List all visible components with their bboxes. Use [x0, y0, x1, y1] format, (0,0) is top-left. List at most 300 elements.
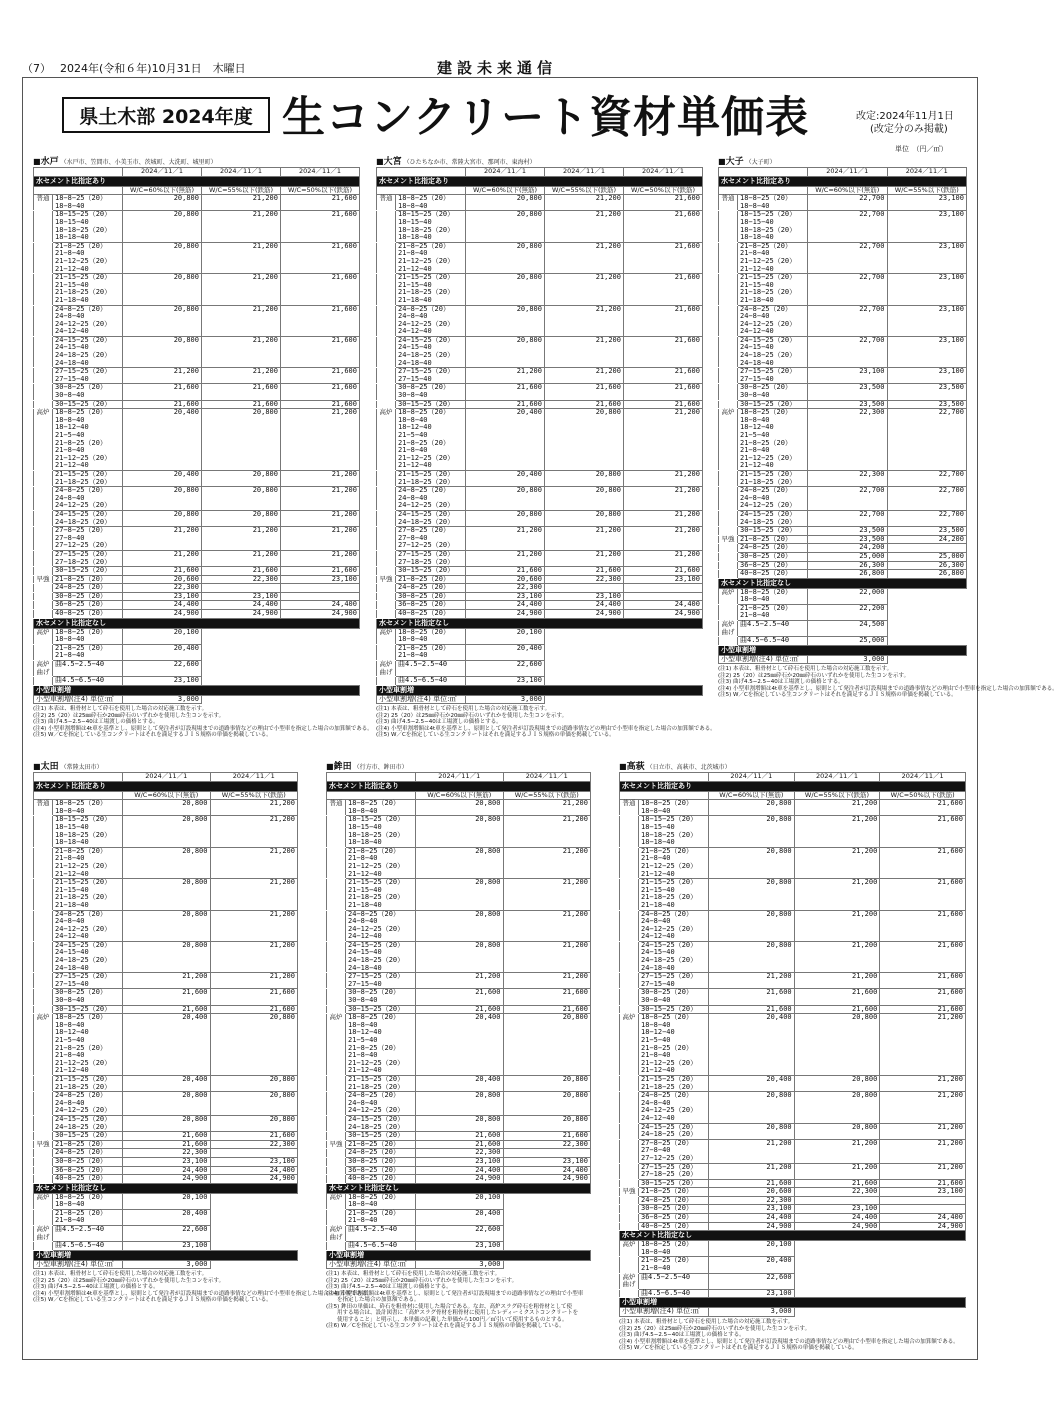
mix-designation: 21−15−25（20） 21−15−40 21−18−25（20） 21−18−40 — [396, 274, 466, 305]
table-row — [377, 368, 703, 384]
price-cell: 20,400 — [416, 1075, 504, 1091]
section-wc-unspecified — [377, 618, 703, 628]
price-cell: 21,600 — [624, 242, 703, 273]
price-cell: 22,300 — [466, 584, 545, 593]
mix-designation: 24−8−25（20） 24−8−40 24−12−25（20） — [346, 1092, 416, 1116]
wc-header: W/C=55%以下(鉄筋) — [794, 791, 880, 800]
issue-date: 2024年(令和６年)10月31日 木曜日 — [60, 62, 246, 75]
category-blast-furnace — [34, 1209, 53, 1225]
category-blast-furnace — [377, 550, 396, 566]
date-header: 2024／11／1 — [709, 773, 795, 782]
table-row — [719, 211, 967, 242]
price-cell: 20,800 — [466, 211, 545, 242]
category-normal — [34, 211, 53, 242]
mix-designation: 30−8−25（20） 30−8−40 — [53, 384, 123, 400]
price-cell: 20,800 — [123, 1115, 211, 1131]
mix-designation: 曲4.5−6.5−40 — [396, 677, 466, 686]
price-cell: 21,200 — [281, 510, 360, 526]
mix-designation: 24−8−25（20） — [53, 584, 123, 593]
newspaper-name: 建設未来通信 — [437, 59, 558, 77]
price-cell: 24,400 — [503, 1166, 591, 1175]
mix-designation: 18−15−25（20） 18−15−40 18−18−25（20） 18−18−40 — [738, 211, 808, 242]
price-cell: 23,500 — [808, 384, 888, 400]
price-cell: 22,700 — [808, 195, 888, 211]
mix-designation: 21−15−25（20） 21−18−25（20） — [639, 1075, 709, 1091]
wc-header: W/C=50%以下(鉄筋) — [281, 186, 360, 195]
mix-designation: 18−8−25（20） 18−8−40 — [639, 1241, 709, 1257]
category-blast-furnace: 高炉 — [719, 588, 738, 604]
table-row — [327, 1157, 591, 1166]
table-row — [719, 368, 967, 384]
price-cell: 21,600 — [210, 1132, 298, 1141]
price-cell: 23,500 — [808, 535, 888, 544]
mix-designation: 27−15−25（20） 27−18−25（20） — [396, 550, 466, 566]
region-mito — [33, 157, 373, 739]
category-high-early: 早強 — [34, 575, 53, 584]
footnote: (注5) W／Cを指定している生コンクリートはそれを満足するＪＩＳ規格の単価を掲載している。 — [376, 732, 615, 739]
small-truck-row — [34, 695, 360, 704]
category-normal — [620, 989, 639, 1005]
section-small-truck-label: 小型車割増 — [34, 685, 360, 695]
section-wc-unspecified-label: 水セメント比指定なし — [620, 1231, 966, 1241]
price-cell: 21,200 — [709, 973, 795, 989]
section-small-truck — [377, 685, 703, 695]
section-small-truck — [34, 685, 360, 695]
price-cell: 23,100 — [880, 1188, 966, 1197]
price-cell: 21,200 — [545, 195, 624, 211]
price-cell: 20,100 — [466, 628, 545, 644]
footnote: (注4) 小型車割増額は4t車を基準とし、原則として発注者が訂設現場までの道路事情などの理由で小型車を指定した場合の加算額である。 — [33, 725, 373, 732]
category-blast-furnace — [327, 1209, 346, 1225]
category-normal — [719, 211, 738, 242]
price-cell: 21,200 — [202, 195, 281, 211]
table-row — [34, 1075, 298, 1091]
price-cell: 21,200 — [794, 879, 880, 910]
price-cell: 21,200 — [210, 879, 298, 910]
price-cell: 23,100 — [466, 677, 545, 686]
price-cell: 20,800 — [416, 800, 504, 816]
mix-designation: 40−8−25（20） — [53, 1175, 123, 1184]
category-high-early — [620, 1205, 639, 1214]
table-row — [34, 973, 298, 989]
mix-designation: 30−8−25（20） 30−8−40 — [738, 384, 808, 400]
category-flexural — [327, 1242, 346, 1251]
price-cell: 21,600 — [880, 910, 966, 941]
price-cell: 23,100 — [416, 1242, 504, 1251]
price-cell: 20,800 — [709, 1123, 795, 1139]
price-cell: 20,800 — [123, 510, 202, 526]
mix-designation: 21−8−25（20） 21−8−40 — [738, 604, 808, 620]
mix-designation: 24−15−25（20） 24−15−40 24−18−25（20） 24−18−40 — [639, 941, 709, 972]
price-cell: 20,400 — [123, 409, 202, 471]
price-cell: 23,100 — [887, 242, 967, 273]
table-row — [620, 1257, 966, 1273]
price-cell: 20,800 — [709, 800, 795, 816]
header-blank — [34, 168, 123, 177]
price-cell: 21,200 — [466, 368, 545, 384]
category-normal — [377, 274, 396, 305]
price-cell — [880, 1196, 966, 1205]
mix-designation: 21−15−25（20） 21−15−40 21−18−25（20） 21−18−40 — [738, 274, 808, 305]
price-cell: 21,200 — [880, 1075, 966, 1091]
footnote: (注6) W／Cを指定している生コンクリートはそれを満足するＪＩＳ規格の単価を掲載している。 — [326, 1323, 565, 1330]
price-cell: 20,400 — [416, 1014, 504, 1076]
table-row — [34, 1157, 298, 1166]
date-header: 2024／11／1 — [880, 773, 966, 782]
small-truck-label: 小型車割増(注4) 単位:㎥ — [719, 655, 808, 664]
price-cell: 21,600 — [281, 400, 360, 409]
footnote: (注5) 鉾田の単価は、砕石を粗骨材に使用した場合である。なお、高炉スラグ砕石を粗骨材として使 — [326, 1303, 573, 1310]
price-cell: 21,200 — [210, 800, 298, 816]
price-cell: 21,200 — [202, 527, 281, 551]
price-cell: 20,100 — [123, 1193, 211, 1209]
table-row — [719, 274, 967, 305]
category-normal — [327, 989, 346, 1005]
price-cell: 21,200 — [210, 941, 298, 972]
price-cell: 20,800 — [466, 274, 545, 305]
price-cell: 23,100 — [887, 211, 967, 242]
price-cell: 20,100 — [709, 1241, 795, 1257]
table-row — [620, 816, 966, 847]
price-cell: 23,100 — [887, 368, 967, 384]
mix-designation: 30−8−25（20） 30−8−40 — [346, 989, 416, 1005]
table-row — [34, 1193, 298, 1209]
mix-designation: 曲4.5−2.5−40 — [639, 1273, 709, 1289]
footnotes — [326, 1271, 590, 1330]
price-cell: 21,200 — [624, 527, 703, 551]
section-wc-specified-label: 水セメント比指定あり — [34, 176, 360, 186]
table-row — [620, 973, 966, 989]
price-cell: 21,200 — [545, 211, 624, 242]
price-cell: 20,800 — [545, 487, 624, 511]
mix-designation: 21−15−25（20） 21−15−40 21−18−25（20） 21−18−40 — [639, 879, 709, 910]
mix-designation: 24−8−25（20） 24−8−40 24−12−25（20） — [53, 1092, 123, 1116]
mix-designation: 21−15−25（20） 21−18−25（20） — [738, 470, 808, 486]
price-cell: 20,800 — [416, 910, 504, 941]
price-cell: 21,200 — [794, 941, 880, 972]
category-flexural — [34, 1242, 53, 1251]
price-cell: 21,600 — [880, 879, 966, 910]
section-wc-specified — [377, 176, 703, 186]
price-cell: 23,100 — [709, 1289, 795, 1298]
price-cell: 21,200 — [880, 1123, 966, 1139]
mix-designation: 24−15−25（20） 24−15−40 24−18−25（20） 24−18−40 — [396, 336, 466, 367]
price-cell: 20,800 — [123, 941, 211, 972]
price-cell: 22,600 — [466, 661, 545, 677]
price-cell: 21,600 — [281, 195, 360, 211]
mix-designation: 30−15−25（20） — [53, 400, 123, 409]
price-cell: 21,200 — [210, 973, 298, 989]
price-cell: 24,900 — [210, 1175, 298, 1184]
small-truck-row — [377, 695, 703, 704]
footnote: (注4) 小型車割増額は4t車を基準とし、原則として発注者が訂設現場までの道路事情などの理由で小型車を指定した場合の加算額である。 — [619, 1338, 959, 1345]
price-cell: 21,600 — [794, 1179, 880, 1188]
price-cell: 21,600 — [709, 1179, 795, 1188]
price-cell: 21,200 — [545, 336, 624, 367]
price-cell: 22,700 — [808, 510, 888, 526]
table-row — [377, 677, 703, 686]
category-normal — [34, 305, 53, 336]
price-cell: 20,600 — [709, 1188, 795, 1197]
mix-designation: 21−8−25（20） 21−8−40 21−12−25（20） 21−12−40 — [53, 847, 123, 878]
table-row — [327, 1075, 591, 1091]
footnotes — [33, 706, 373, 739]
region-name: ■ 高萩 — [619, 762, 645, 772]
category-flexural: 高炉 曲げ — [34, 661, 53, 677]
price-cell: 21,600 — [503, 989, 591, 1005]
price-cell: 20,800 — [709, 847, 795, 878]
price-cell: 20,800 — [123, 242, 202, 273]
table-row — [620, 1273, 966, 1289]
category-blast-furnace — [34, 487, 53, 511]
table-row — [377, 661, 703, 677]
price-cell: 21,200 — [545, 368, 624, 384]
price-cell: 22,300 — [210, 1140, 298, 1149]
price-cell: 20,800 — [709, 1092, 795, 1123]
price-cell: 21,200 — [794, 1139, 880, 1163]
small-truck-label: 小型車割増(注4) 単位:㎥ — [327, 1260, 416, 1269]
table-row — [327, 879, 591, 910]
table-row — [34, 550, 360, 566]
price-cell: 24,900 — [123, 610, 202, 619]
price-cell: 23,500 — [887, 400, 967, 409]
region-heading — [619, 762, 965, 772]
mix-designation: 18−15−25（20） 18−15−40 18−18−25（20） 18−18−40 — [639, 816, 709, 847]
price-table — [718, 167, 967, 664]
price-cell: 20,100 — [123, 628, 202, 644]
price-cell: 22,600 — [416, 1226, 504, 1242]
category-blast-furnace — [34, 1115, 53, 1131]
section-wc-unspecified-label: 水セメント比指定なし — [34, 618, 360, 628]
region-name: ■ 太田 — [33, 762, 59, 772]
footnote: 使用すること」と明示し、本単価の記載した単価から100円／㎥引いて使用するものとする。 — [326, 1316, 568, 1323]
price-cell: 24,400 — [624, 601, 703, 610]
mix-designation: 18−15−25（20） 18−15−40 18−18−25（20） 18−18−40 — [346, 816, 416, 847]
footnote: (注3) 曲げ4.5−2.5−40は工場渡しの価格とする。 — [326, 1284, 452, 1291]
price-cell: 24,900 — [624, 610, 703, 619]
mix-designation: 18−15−25（20） 18−15−40 18−18−25（20） 18−18−40 — [53, 816, 123, 847]
category-normal — [327, 879, 346, 910]
section-small-truck — [719, 645, 967, 655]
wc-header: W/C=50%以下(鉄筋) — [624, 186, 703, 195]
small-truck-label: 小型車割増(注4) 単位:㎥ — [34, 1260, 123, 1269]
region-name: ■ 大子 — [718, 157, 744, 167]
date-header: 2024／11／1 — [210, 773, 298, 782]
category-blast-furnace — [377, 567, 396, 576]
table-row — [719, 604, 967, 620]
price-cell: 23,500 — [808, 527, 888, 536]
category-flexural: 高炉 曲げ — [327, 1226, 346, 1242]
footnote: (注1) 本表は、粗骨材として砕石を使用した場合の対応施工数を示す。 — [33, 706, 208, 713]
price-cell: 23,100 — [794, 1205, 880, 1214]
mix-designation: 21−8−25（20） 21−8−40 21−12−25（20） 21−12−40 — [738, 242, 808, 273]
category-high-early — [34, 584, 53, 593]
date-header: 2024／11／1 — [416, 773, 504, 782]
price-cell: 22,200 — [808, 604, 888, 620]
price-cell: 21,600 — [123, 1132, 211, 1141]
category-blast-furnace — [34, 550, 53, 566]
mix-designation: 18−8−25（20） 18−8−40 18−12−40 21−5−40 21−8−25（20） 21−8−40 21−12−25（20） 21−12−40 — [396, 409, 466, 471]
price-cell: 26,300 — [887, 561, 967, 570]
category-blast-furnace — [620, 1075, 639, 1091]
category-normal — [377, 305, 396, 336]
mix-designation: 30−15−25（20） — [639, 1005, 709, 1014]
price-cell: 20,800 — [210, 1014, 298, 1076]
price-cell: 20,800 — [123, 816, 211, 847]
price-cell: 20,600 — [466, 575, 545, 584]
section-wc-unspecified-label: 水セメント比指定なし — [377, 618, 703, 628]
price-cell: 21,600 — [624, 368, 703, 384]
price-cell: 22,700 — [808, 274, 888, 305]
price-cell: 20,800 — [123, 487, 202, 511]
region-name: ■ 大宮 — [376, 157, 402, 167]
date-header: 2024／11／1 — [466, 168, 545, 177]
mix-designation: 21−8−25（20） 21−8−40 — [53, 1209, 123, 1225]
price-cell: 21,200 — [210, 910, 298, 941]
region-daigo — [718, 157, 1058, 699]
section-small-truck-label: 小型車割増 — [327, 1250, 591, 1260]
price-cell: 23,100 — [887, 274, 967, 305]
price-cell: 21,200 — [503, 816, 591, 847]
wc-header: W/C=60%以下(無筋) — [416, 791, 504, 800]
price-cell: 21,200 — [794, 1163, 880, 1179]
mix-designation: 40−8−25（20） — [639, 1222, 709, 1231]
category-high-early — [327, 1175, 346, 1184]
category-blast-furnace: 高炉 — [620, 1014, 639, 1076]
price-cell: 21,200 — [624, 550, 703, 566]
table-row — [327, 973, 591, 989]
mix-designation: 18−8−25（20） 18−8−40 — [346, 1193, 416, 1209]
mix-designation: 曲4.5−6.5−40 — [53, 1242, 123, 1251]
date-header-row — [327, 773, 591, 782]
price-cell: 24,400 — [123, 1166, 211, 1175]
footnote: (注4) 小型車割増額は4t車を基準とし、原則として発注者が訂設現場までの道路事情などの理由で小型車を指定した場合の加算額である。 — [33, 1290, 373, 1297]
footnote: (注5) W／Cを指定している生コンクリートはそれを満足するＪＩＳ規格の単価を掲載している。 — [33, 1297, 272, 1304]
table-row — [620, 800, 966, 816]
price-cell: 21,600 — [794, 1005, 880, 1014]
mix-designation: 曲4.5−2.5−40 — [53, 661, 123, 677]
price-cell: 22,300 — [808, 470, 888, 486]
price-cell: 21,200 — [202, 211, 281, 242]
price-cell: 20,800 — [210, 1075, 298, 1091]
wc-header: W/C=55%以下(鉄筋) — [887, 186, 967, 195]
region-omiya — [376, 157, 716, 739]
footnote: (注5) W／Cを指定している生コンクリートはそれを満足するＪＩＳ規格の単価を掲載している。 — [33, 732, 272, 739]
price-table — [619, 772, 966, 1317]
mix-designation: 24−8−25（20） 24−8−40 24−12−25（20） 24−12−40 — [53, 305, 123, 336]
mix-designation: 24−8−25（20） 24−8−40 24−12−25（20） 24−12−40 — [639, 910, 709, 941]
category-normal — [34, 879, 53, 910]
category-blast-furnace — [34, 1075, 53, 1091]
section-wc-unspecified-label: 水セメント比指定なし — [327, 1183, 591, 1193]
section-wc-specified — [34, 781, 298, 791]
price-cell: 21,600 — [123, 989, 211, 1005]
price-cell: 20,800 — [466, 336, 545, 367]
mix-designation: 40−8−25（20） — [396, 610, 466, 619]
table-row — [377, 527, 703, 551]
mix-designation: 21−15−25（20） 21−18−25（20） — [396, 470, 466, 486]
price-cell: 24,400 — [466, 601, 545, 610]
mix-designation: 21−8−25（20） — [738, 535, 808, 544]
category-high-early — [34, 1149, 53, 1158]
table-row — [34, 628, 360, 644]
category-high-early — [327, 1166, 346, 1175]
section-wc-specified-label: 水セメント比指定あり — [327, 781, 591, 791]
mix-designation: 30−8−25（20） 30−8−40 — [396, 384, 466, 400]
mix-designation: 27−15−25（20） 27−15−40 — [396, 368, 466, 384]
category-blast-furnace — [34, 1132, 53, 1141]
small-truck-label: 小型車割増(注4) 単位:㎥ — [377, 695, 466, 704]
price-cell: 22,600 — [123, 1226, 211, 1242]
date-header: 2024／11／1 — [503, 773, 591, 782]
table-row — [620, 910, 966, 941]
wc-header: W/C=50%以下(鉄筋) — [880, 791, 966, 800]
price-cell: 20,800 — [123, 211, 202, 242]
category-normal — [34, 989, 53, 1005]
mix-designation: 24−8−25（20） 24−8−40 24−12−25（20） — [53, 487, 123, 511]
category-blast-furnace — [34, 470, 53, 486]
price-cell: 21,200 — [880, 1092, 966, 1123]
category-high-early — [719, 561, 738, 570]
price-cell: 20,800 — [123, 879, 211, 910]
table-row — [719, 552, 967, 561]
mix-designation: 18−8−25（20） 18−8−40 18−12−40 21−5−40 21−8−25（20） 21−8−40 21−12−25（20） 21−12−40 — [738, 409, 808, 471]
price-cell: 24,400 — [123, 601, 202, 610]
wc-header: W/C=55%以下(鉄筋) — [503, 791, 591, 800]
region-heading — [376, 157, 702, 167]
price-cell: 23,100 — [624, 575, 703, 584]
price-cell: 23,100 — [887, 336, 967, 367]
date-header-row — [719, 168, 967, 177]
date-header: 2024／11／1 — [123, 168, 202, 177]
price-cell: 21,600 — [466, 400, 545, 409]
category-normal — [327, 973, 346, 989]
category-blast-furnace — [719, 527, 738, 536]
footnote: 用する場合は、設計図書に「高炉スラグ骨材を粗骨材に使用したレディーミクストコンクリートを — [326, 1310, 579, 1317]
price-cell: 20,800 — [709, 910, 795, 941]
category-high-early — [620, 1214, 639, 1223]
price-cell: 23,500 — [808, 400, 888, 409]
category-blast-furnace — [620, 1257, 639, 1273]
mix-designation: 24−15−25（20） 24−15−40 24−18−25（20） 24−18−40 — [346, 941, 416, 972]
small-truck-price: 3,000 — [123, 695, 202, 704]
wc-header: W/C=55%以下(鉄筋) — [210, 791, 298, 800]
price-cell: 21,600 — [281, 384, 360, 400]
price-cell: 24,400 — [545, 601, 624, 610]
price-cell: 22,300 — [709, 1196, 795, 1205]
footnote: (注3) 曲げ4.5−2.5−40は工場渡しの価格とする。 — [718, 679, 844, 686]
category-normal: 普通 — [377, 195, 396, 211]
table-row — [34, 195, 360, 211]
category-high-early — [327, 1149, 346, 1158]
price-cell: 23,100 — [123, 1242, 211, 1251]
price-cell: 21,200 — [545, 242, 624, 273]
price-cell: 21,600 — [503, 1005, 591, 1014]
mix-designation: 24−8−25（20） — [346, 1149, 416, 1158]
section-wc-unspecified — [620, 1231, 966, 1241]
price-cell: 23,100 — [709, 1205, 795, 1214]
page-title: 生コンクリート資材単価表 — [282, 93, 810, 143]
price-cell: 22,300 — [545, 575, 624, 584]
table-row — [719, 487, 967, 511]
table-row — [327, 1092, 591, 1116]
price-cell: 21,200 — [794, 910, 880, 941]
price-cell: 20,800 — [503, 1014, 591, 1076]
price-cell: 21,600 — [123, 1140, 211, 1149]
price-cell: 20,800 — [466, 305, 545, 336]
region-heading — [718, 157, 966, 167]
mix-designation: 24−8−25（20） — [53, 1149, 123, 1158]
